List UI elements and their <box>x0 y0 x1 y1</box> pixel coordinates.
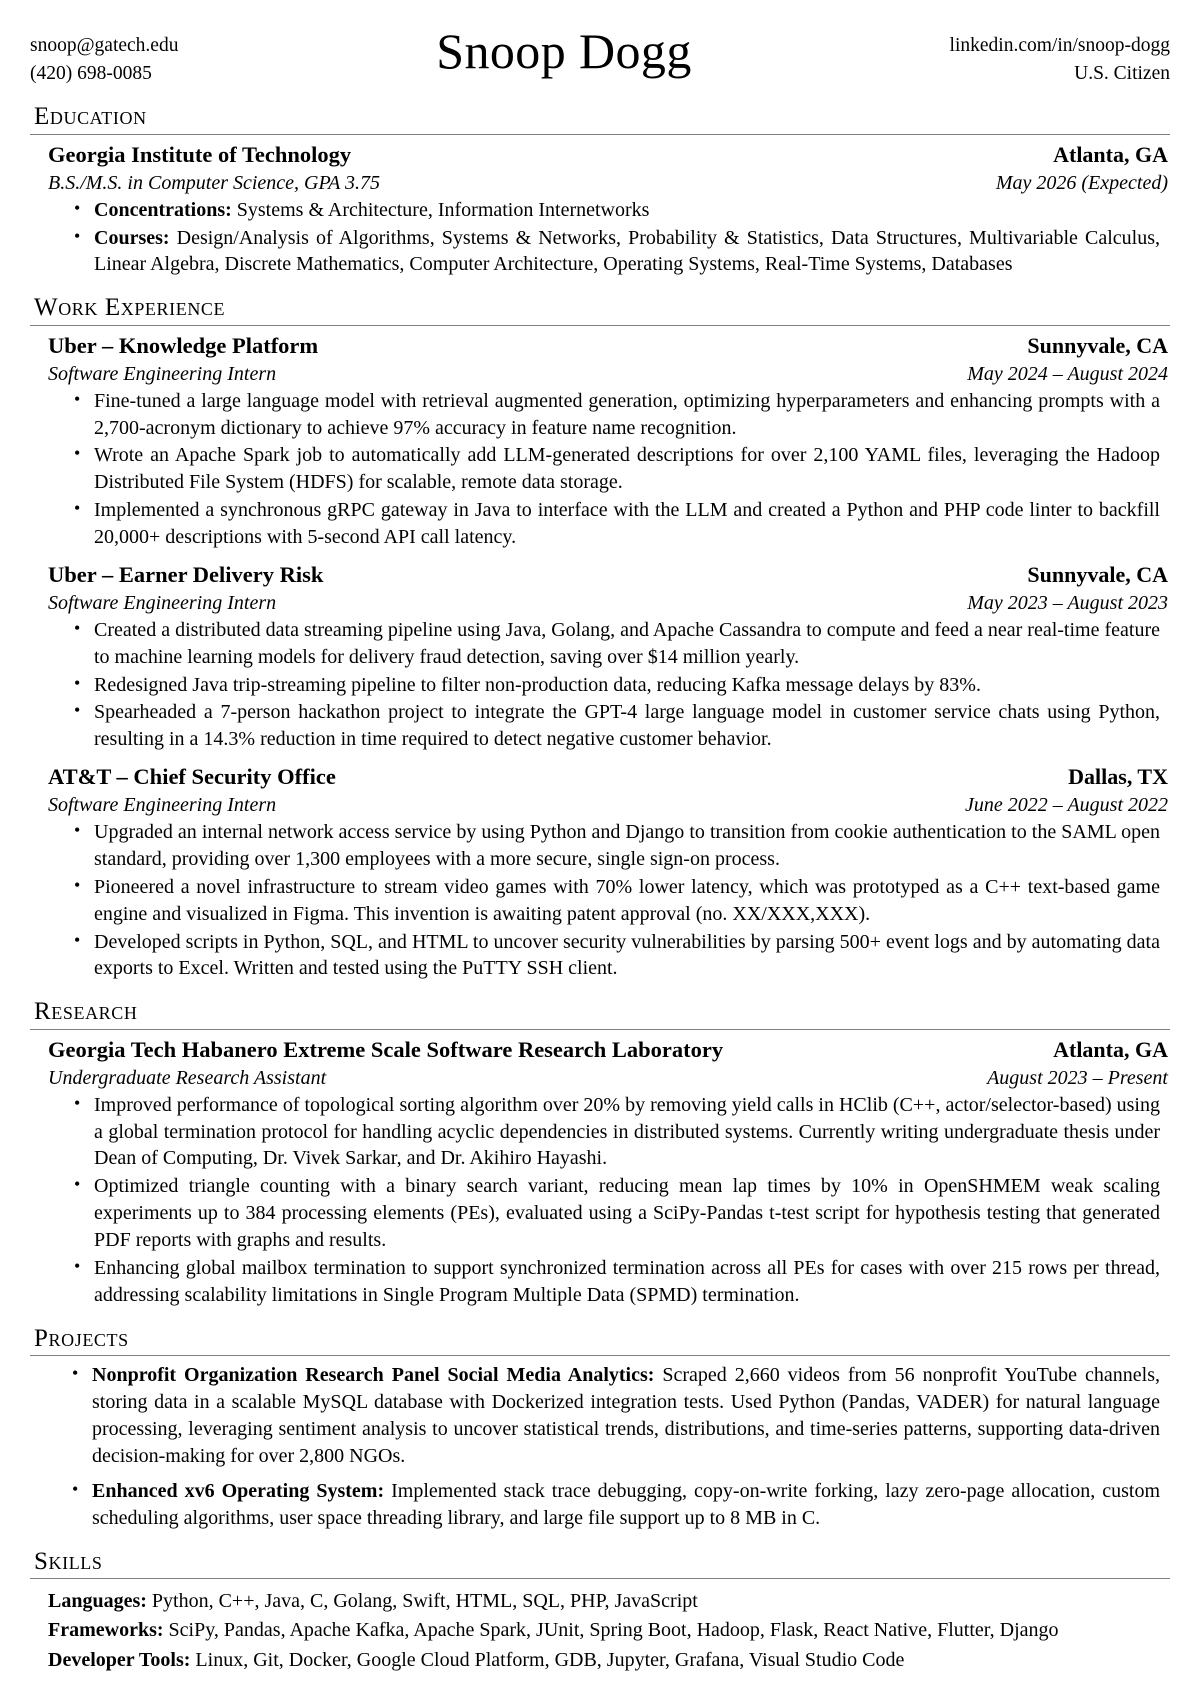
bullet-text: Systems & Architecture, Information Internetworks <box>231 198 650 221</box>
list-item <box>92 497 1160 551</box>
section-title-education: Education <box>34 103 147 131</box>
list-item <box>92 1092 1160 1173</box>
skill-line-developer-tools <box>48 1646 1160 1675</box>
section-title-work-experience: Work Experience <box>34 294 226 322</box>
entry-subtitle: Software Engineering Intern <box>48 362 277 385</box>
entry-dates: May 2026 (Expected) <box>995 171 1168 194</box>
bullet-text: Implemented a synchronous gRPC gateway in Java to interface with the LLM and created a Python and PHP code linter to backfill 20,000+ descriptions with 5-second API call latency. <box>94 499 1160 549</box>
entry-header-row <box>30 141 1170 170</box>
section-title-research: Research <box>34 998 138 1026</box>
entry-title: AT&T – Chief Security Office <box>48 764 336 790</box>
entry-header-row <box>30 763 1170 792</box>
entry-habanero-lab <box>30 1036 1170 1309</box>
bullet-list <box>30 388 1170 551</box>
bullet-lead: Concentrations: <box>94 198 232 221</box>
project-title: Nonprofit Organization Research Panel Social Media Analytics: <box>92 1364 655 1387</box>
section-projects <box>30 1325 1170 1532</box>
entry-title: Georgia Institute of Technology <box>48 141 352 167</box>
skill-value: SciPy, Pandas, Apache Kafka, Apache Spark, JUnit, Spring Boot, Hadoop, Flask, React Native, Flutter, Django <box>163 1619 1059 1642</box>
entry-location: Sunnyvale, CA <box>1027 561 1168 587</box>
section-divider <box>30 1029 1170 1030</box>
entry-subheader-row <box>30 590 1170 616</box>
section-work-experience <box>30 294 1170 982</box>
list-item <box>92 617 1160 671</box>
section-divider <box>30 1578 1170 1579</box>
skills-list <box>30 1585 1170 1675</box>
section-education <box>30 103 1170 278</box>
list-item <box>90 1362 1160 1470</box>
entry-subheader-row <box>30 361 1170 387</box>
skill-line-frameworks <box>48 1616 1160 1645</box>
entry-uber-knowledge-platform <box>30 332 1170 551</box>
citizenship-text: U.S. Citizen <box>1074 62 1170 84</box>
project-title: Enhanced xv6 Operating System: <box>92 1479 385 1502</box>
entry-header-row <box>30 561 1170 590</box>
bullet-text: Pioneered a novel infrastructure to stream video games with 70% lower latency, which was prototyped as a C++ text-based game engine and visualized in Figma. This invention is awaiting patent approval (no. XX/XXX,XXX). <box>94 875 1160 925</box>
list-item <box>90 1478 1160 1532</box>
list-item <box>92 672 1160 699</box>
bullet-text: Fine-tuned a large language model with retrieval augmented generation, optimizing hyperparameters and enhancing prompts with a 2,700-acronym dictionary to achieve 97% accuracy in feature name recognition. <box>94 389 1160 439</box>
section-title-projects: Projects <box>34 1324 129 1352</box>
entry-location: Atlanta, GA <box>1053 141 1168 167</box>
list-item <box>92 699 1160 753</box>
bullet-text: Developed scripts in Python, SQL, and HTML to uncover security vulnerabilities by parsing 500+ event logs and by automating data exports to Excel. Written and tested using the PuTTY SSH client. <box>94 930 1160 980</box>
bullet-list <box>30 819 1170 982</box>
bullet-text: Improved performance of topological sorting algorithm over 20% by removing yield calls in HClib (C++, actor/selector-based) using a global termination protocol for handling acyclic dependencies in distributed systems. Currently writing undergraduate thesis under Dean of Computing, Dr. Vivek Sarkar, and Dr. Akihiro Hayashi. <box>94 1093 1160 1170</box>
bullet-list <box>30 197 1170 279</box>
list-item <box>92 874 1160 928</box>
section-skills <box>30 1548 1170 1675</box>
entry-header-row <box>30 1036 1170 1065</box>
section-divider <box>30 134 1170 135</box>
project-description: Scraped 2,660 videos from 56 nonprofit YouTube channels, storing data in a scalable MySQL database with Dockerized integration tests. Used Python (Pandas, VADER) for natural language processing, leveraging sentiment analysis to uncover statistical trends, distributions, and time-series patterns, supporting data-driven decision-making for over 2,800 NGOs. <box>92 1364 1160 1467</box>
project-description: Implemented stack trace debugging, copy-on-write forking, lazy zero-page allocation, custom scheduling algorithms, user space threading library, and large file support up to 8 MB in C. <box>92 1479 1160 1529</box>
list-item <box>92 1255 1160 1309</box>
list-item <box>92 388 1160 442</box>
entry-title: Uber – Knowledge Platform <box>48 332 319 358</box>
section-title-skills: Skills <box>34 1547 103 1575</box>
entry-subtitle: Software Engineering Intern <box>48 794 277 817</box>
skill-line-languages <box>48 1587 1160 1616</box>
bullet-list <box>30 1092 1170 1309</box>
entry-title: Uber – Earner Delivery Risk <box>48 561 324 587</box>
entry-subtitle: Undergraduate Research Assistant <box>48 1066 327 1089</box>
bullet-text: Created a distributed data streaming pipeline using Java, Golang, and Apache Cassandra to compute and feed a near real-time feature to machine learning models for delivery fraud detection, saving over $14 million yearly. <box>94 618 1160 668</box>
entry-dates: May 2024 – August 2024 <box>967 362 1168 385</box>
skill-value: Linux, Git, Docker, Google Cloud Platform, GDB, Jupyter, Grafana, Visual Studio Code <box>190 1648 905 1671</box>
skill-label: Developer Tools: <box>48 1648 191 1671</box>
entry-att-chief-security-office <box>30 763 1170 982</box>
skill-label: Frameworks: <box>48 1619 164 1642</box>
entry-location: Dallas, TX <box>1068 764 1168 790</box>
entry-dates: August 2023 – Present <box>987 1066 1168 1089</box>
list-item <box>92 1173 1160 1254</box>
entry-uber-earner-delivery-risk <box>30 561 1170 753</box>
entry-location: Sunnyvale, CA <box>1027 332 1168 358</box>
bullet-lead: Courses: <box>94 226 170 249</box>
bullet-text: Redesigned Java trip-streaming pipeline to filter non-production data, reducing Kafka message delays by 83%. <box>94 673 981 696</box>
entry-title: Georgia Tech Habanero Extreme Scale Software Research Laboratory <box>48 1036 724 1062</box>
bullet-text: Optimized triangle counting with a binary search variant, reducing mean lap times by 10% in OpenSHMEM weak scaling experiments up to 384 processing elements (PEs), evaluated using a SciPy-Pandas t-test script for hypothesis testing that generated PDF reports with graphs and results. <box>94 1175 1160 1252</box>
entry-location: Atlanta, GA <box>1053 1036 1168 1062</box>
list-item <box>92 929 1160 983</box>
name-block <box>178 23 949 79</box>
section-divider <box>30 1355 1170 1356</box>
entry-dates: June 2022 – August 2022 <box>965 794 1168 817</box>
bullet-text: Design/Analysis of Algorithms, Systems & Networks, Probability & Statistics, Data Structures, Multivariable Calculus, Linear Algebra, Discrete Mathematics, Computer Architecture, Operating Systems, Real-Time Systems, Databases <box>94 226 1160 276</box>
bullet-list <box>30 617 1170 753</box>
candidate-name: Snoop Dogg <box>436 23 692 79</box>
skill-value: Python, C++, Java, C, Golang, Swift, HTML, SQL, PHP, JavaScript <box>146 1590 698 1613</box>
entry-subtitle: B.S./M.S. in Computer Science, GPA 3.75 <box>48 171 380 194</box>
entry-subheader-row <box>30 792 1170 818</box>
list-item <box>92 819 1160 873</box>
list-item <box>92 225 1160 279</box>
resume-header <box>30 23 1170 87</box>
email-text: snoop@gatech.edu <box>30 35 179 56</box>
list-item <box>92 197 1160 224</box>
list-item <box>92 442 1160 496</box>
entry-subheader-row <box>30 170 1170 196</box>
section-divider <box>30 325 1170 326</box>
bullet-text: Wrote an Apache Spark job to automatically add LLM-generated descriptions for over 2,100 YAML files, leveraging the Hadoop Distributed File System (HDFS) for scalable, remote data storage. <box>94 444 1160 494</box>
skill-label: Languages: <box>48 1590 147 1613</box>
entry-subtitle: Software Engineering Intern <box>48 591 277 614</box>
phone-text: (420) 698-0085 <box>30 62 152 84</box>
linkedin-text: linkedin.com/in/snoop-dogg <box>949 35 1170 56</box>
entry-education-gatech <box>30 141 1170 278</box>
contact-left <box>30 26 178 87</box>
bullet-text: Spearheaded a 7-person hackathon project to integrate the GPT-4 large language model in customer service chats using Python, resulting in a 14.3% reduction in time required to detect negative customer behavior. <box>94 701 1160 751</box>
entry-header-row <box>30 332 1170 361</box>
entry-dates: May 2023 – August 2023 <box>967 591 1168 614</box>
bullet-text: Upgraded an internal network access service by using Python and Django to transition from cookie authentication to the SAML open standard, providing over 1,300 employees with a more secure, single sign-on process. <box>94 821 1160 870</box>
bullet-list <box>30 1362 1170 1531</box>
bullet-text: Enhancing global mailbox termination to support synchronized termination across all PEs for cases with over 215 rows per thread, addressing scalability limitations in Single Program Multiple Data (SPMD) termination. <box>94 1257 1160 1306</box>
entry-subheader-row <box>30 1065 1170 1091</box>
contact-right <box>950 26 1170 87</box>
section-research <box>30 998 1170 1308</box>
